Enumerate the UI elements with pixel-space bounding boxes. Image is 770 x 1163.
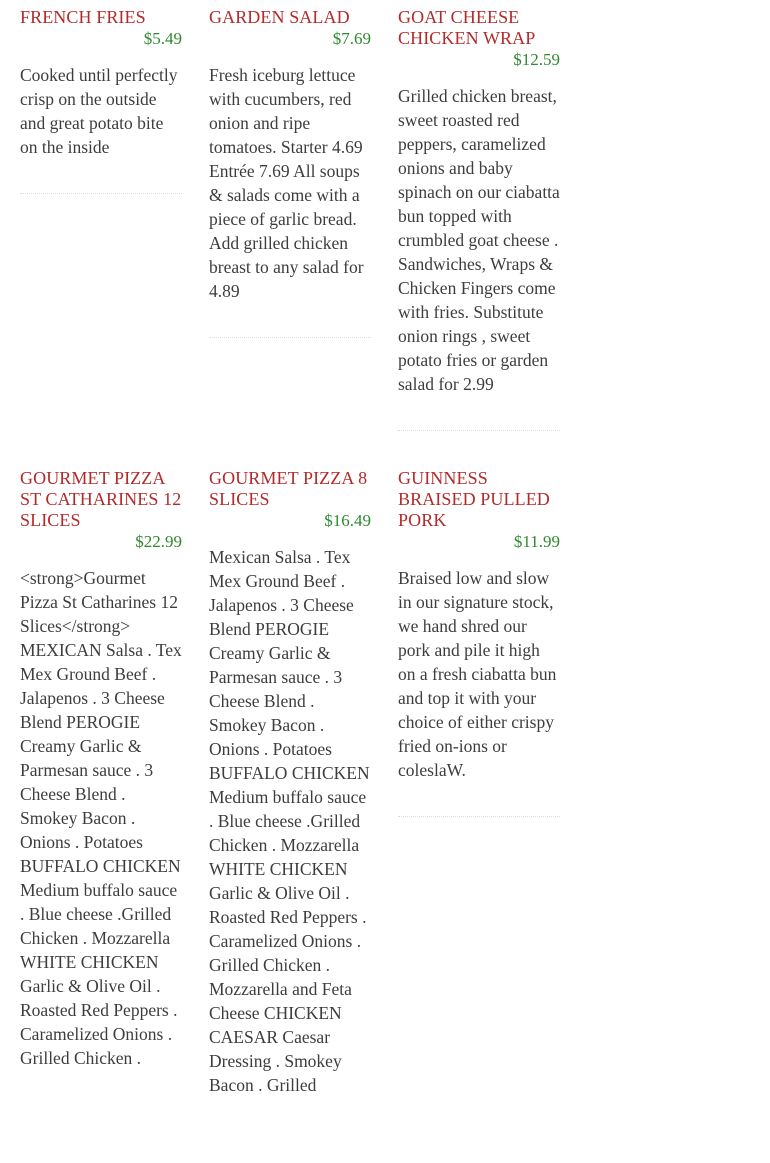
item-price: $11.99 xyxy=(513,532,560,551)
item-price: $5.49 xyxy=(143,29,182,48)
menu-item xyxy=(20,461,182,1070)
item-description: <strong>Gourmet Pizza St Catharines 12 Slices</strong> MEXICAN Salsa . Tex Mex Ground Beef . Jalapenos . 3 Cheese Blend PEROGIE Creamy Garlic & Parmesan sauce . 3 Cheese Blend . Smokey Bacon . Onions . Potatoes BUFFALO CHICKEN Medium buffalo sauce . Blue cheese .Grilled Chicken . Mozzarella WHITE CHICKEN Garlic & Olive Oil . Roasted Red Peppers . Caramelized Onions . Grilled Chicken . xyxy=(20,568,182,1068)
menu-item xyxy=(398,461,560,817)
menu-row xyxy=(20,461,565,1097)
item-header xyxy=(209,461,371,531)
menu-row xyxy=(20,0,565,431)
item-header xyxy=(20,461,182,552)
item-header xyxy=(398,461,560,552)
item-name: GARDEN SALAD xyxy=(209,7,350,27)
item-divider xyxy=(398,430,560,431)
menu-grid xyxy=(20,0,565,1097)
item-description: Fresh iceburg lettuce with cucumbers, red onion and ripe tomatoes. Starter 4.69 Entrée 7.69 All soups & salads come with a piece of garlic bread. Add grilled chicken breast to any salad for 4.89 xyxy=(209,65,364,301)
item-name: GOURMET PIZZA ST CATHARINES 12 SLICES xyxy=(20,468,182,530)
item-price: $12.59 xyxy=(513,50,560,69)
item-header xyxy=(20,0,182,49)
item-name: GUINNESS BRAISED PULLED PORK xyxy=(398,468,550,530)
menu-item xyxy=(20,0,182,194)
item-price: $16.49 xyxy=(324,511,371,530)
item-divider xyxy=(398,816,560,817)
item-divider xyxy=(20,193,182,194)
item-divider xyxy=(209,337,371,338)
item-name: FRENCH FRIES xyxy=(20,7,146,27)
menu-item xyxy=(398,0,560,431)
item-price: $7.69 xyxy=(332,29,371,48)
item-description: Grilled chicken breast, sweet roasted red peppers, caramelized onions and baby spinach on our ciabatta bun topped with crumbled goat cheese . Sandwiches, Wraps & Chicken Fingers come with fries. Substitute onion rings , sweet potato fries or garden salad for 2.99 xyxy=(398,86,560,394)
item-price: $22.99 xyxy=(135,532,182,551)
item-header xyxy=(398,0,560,70)
item-name: GOURMET PIZZA 8 SLICES xyxy=(209,468,368,509)
item-header xyxy=(209,0,371,49)
menu-item xyxy=(209,0,371,338)
item-name: GOAT CHEESE CHICKEN WRAP xyxy=(398,7,536,48)
item-description: Braised low and slow in our signature stock, we hand shred our pork and pile it high on a fresh ciabatta bun and top it with your choice of either crispy fried on-ions or coleslaW. xyxy=(398,568,557,780)
item-description: Mexican Salsa . Tex Mex Ground Beef . Jalapenos . 3 Cheese Blend PEROGIE Creamy Garlic & Parmesan sauce . 3 Cheese Blend . Smokey Bacon . Onions . Potatoes BUFFALO CHICKEN Medium buffalo sauce . Blue cheese .Grilled Chicken . Mozzarella WHITE CHICKEN Garlic & Olive Oil . Roasted Red Peppers . Caramelized Onions . Grilled Chicken . Mozzarella and Feta Cheese CHICKEN CAESAR Caesar Dressing . Smokey Bacon . Grilled xyxy=(209,547,370,1095)
menu-item xyxy=(209,461,371,1097)
item-description: Cooked until perfectly crisp on the outside and great potato bite on the inside xyxy=(20,65,178,157)
